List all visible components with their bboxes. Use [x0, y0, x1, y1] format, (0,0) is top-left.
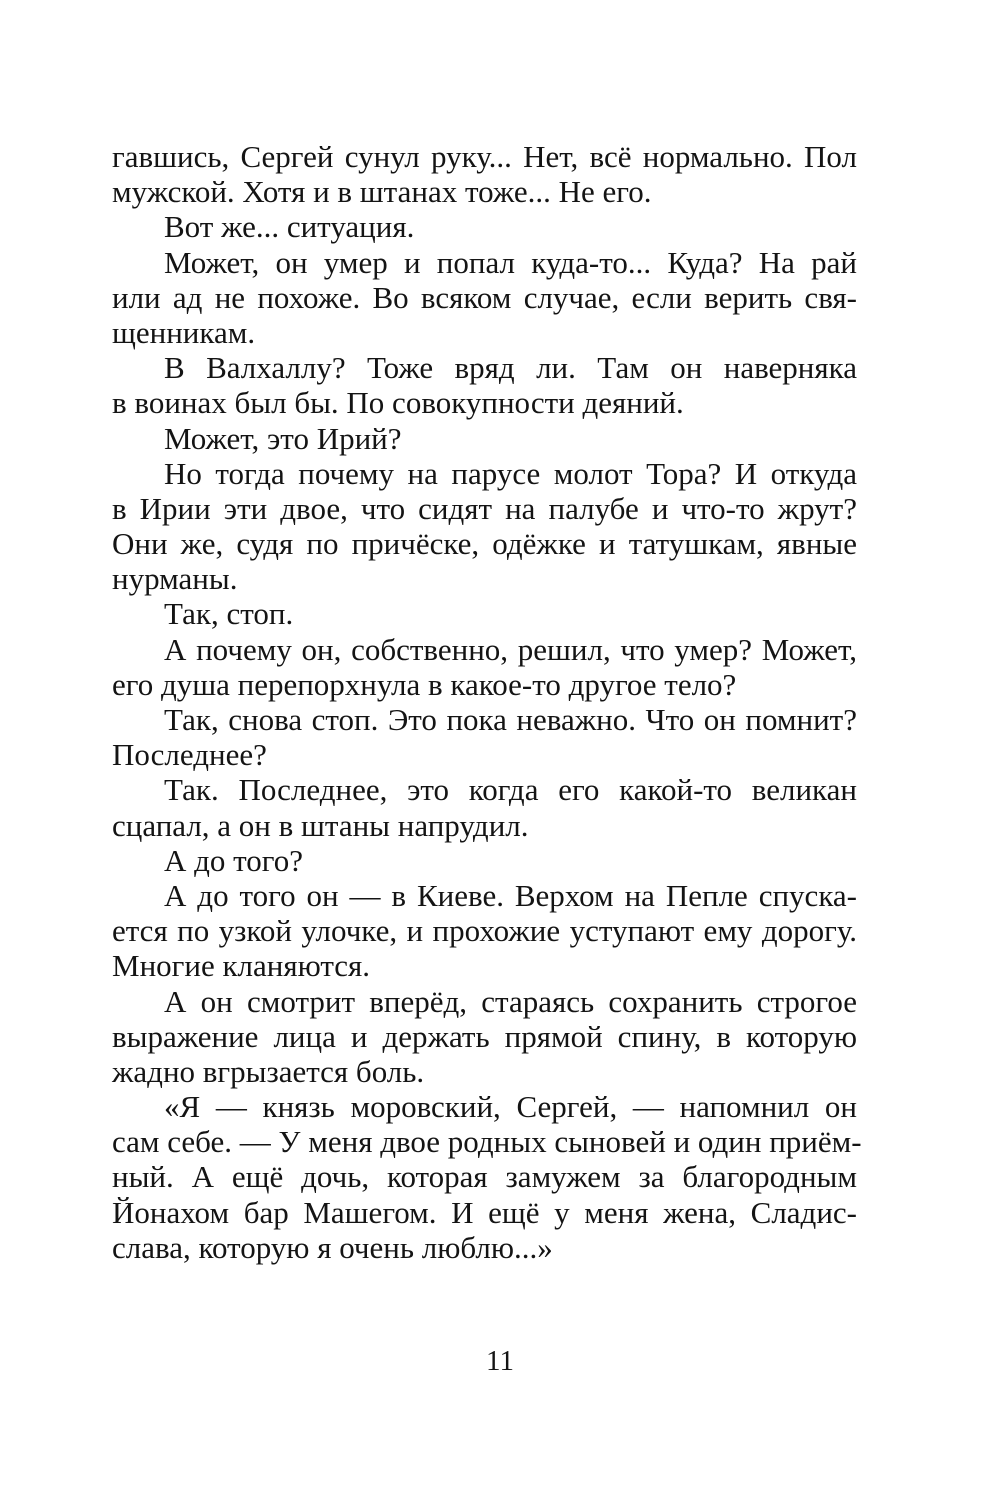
text-line: сцапал, а он в штаны напрудил. — [112, 807, 529, 843]
text-line: А он смотрит вперёд, стараясь сохранить строгое — [164, 983, 857, 1019]
page-number: 11 — [486, 1345, 514, 1377]
text-line: нурманы. — [112, 561, 238, 597]
paragraph — [112, 139, 857, 209]
paragraph — [112, 350, 857, 420]
paragraph — [112, 245, 857, 351]
text-line: Может, он умер и попал куда-то... Куда? На рай — [164, 244, 857, 280]
paragraph — [112, 596, 857, 631]
text-line: Последнее? — [112, 737, 267, 773]
text-line: Они же, судя по причёске, одёжке и татушкам, явные — [112, 526, 857, 562]
paragraph — [112, 209, 857, 244]
paragraph — [112, 456, 857, 597]
text-line: мужской. Хотя и в штанах тоже... Не его. — [112, 174, 652, 210]
paragraph — [112, 702, 857, 772]
text-line: А до того он — в Киеве. Верхом на Пепле спуска- — [164, 877, 857, 913]
paragraph — [112, 1089, 862, 1265]
text-line: в Ирии эти двое, что сидят на палубе и что-то жрут? — [112, 490, 857, 526]
page-body — [112, 139, 862, 1265]
text-line: ется по узкой улочке, и прохожие уступают ему дорогу. — [112, 913, 857, 949]
text-line: А почему он, собственно, решил, что умер? Может, — [164, 631, 857, 667]
paragraph — [112, 772, 857, 842]
text-line: его душа перепорхнула в какое-то другое тело? — [112, 666, 737, 702]
text-line: А до того? — [164, 842, 304, 878]
text-line: Многие кланяются. — [112, 948, 371, 984]
text-line: В Валхаллу? Тоже вряд ли. Там он наверняка — [164, 350, 857, 386]
paragraph — [112, 878, 857, 984]
text-line: Может, это Ирий? — [164, 420, 402, 456]
text-line: в воинах был бы. По совокупности деяний. — [112, 385, 684, 421]
text-line: гавшись, Сергей сунул руку... Нет, всё нормально. Пол — [112, 139, 857, 174]
text-line: Так, стоп. — [164, 596, 294, 632]
text-line: выражение лица и держать прямой спину, в которую — [112, 1018, 857, 1054]
text-line: Вот же... ситуация. — [164, 209, 415, 245]
text-line: ный. А ещё дочь, которая замужем за благородным — [112, 1159, 857, 1195]
text-line: щенникам. — [112, 314, 256, 350]
text-line: сам себе. — У меня двое родных сыновей и один приём- — [112, 1124, 862, 1160]
paragraph — [112, 632, 857, 702]
text-line: Так. Последнее, это когда его какой-то великан — [164, 772, 857, 808]
text-line: слава, которую я очень люблю...» — [112, 1229, 553, 1265]
paragraph — [112, 421, 857, 456]
text-line: или ад не похоже. Во всяком случае, если верить свя- — [112, 279, 857, 315]
paragraph — [112, 984, 857, 1090]
text-line: «Я — князь моровский, Сергей, — напомнил он — [164, 1089, 857, 1125]
text-line: Но тогда почему на парусе молот Тора? И откуда — [164, 455, 857, 491]
paragraph — [112, 843, 857, 878]
text-line: жадно вгрызается боль. — [112, 1053, 425, 1089]
text-line: Йонахом бар Машегом. И ещё у меня жена, Сладис- — [112, 1194, 857, 1230]
text-line: Так, снова стоп. Это пока неважно. Что он помнит? — [164, 702, 857, 737]
